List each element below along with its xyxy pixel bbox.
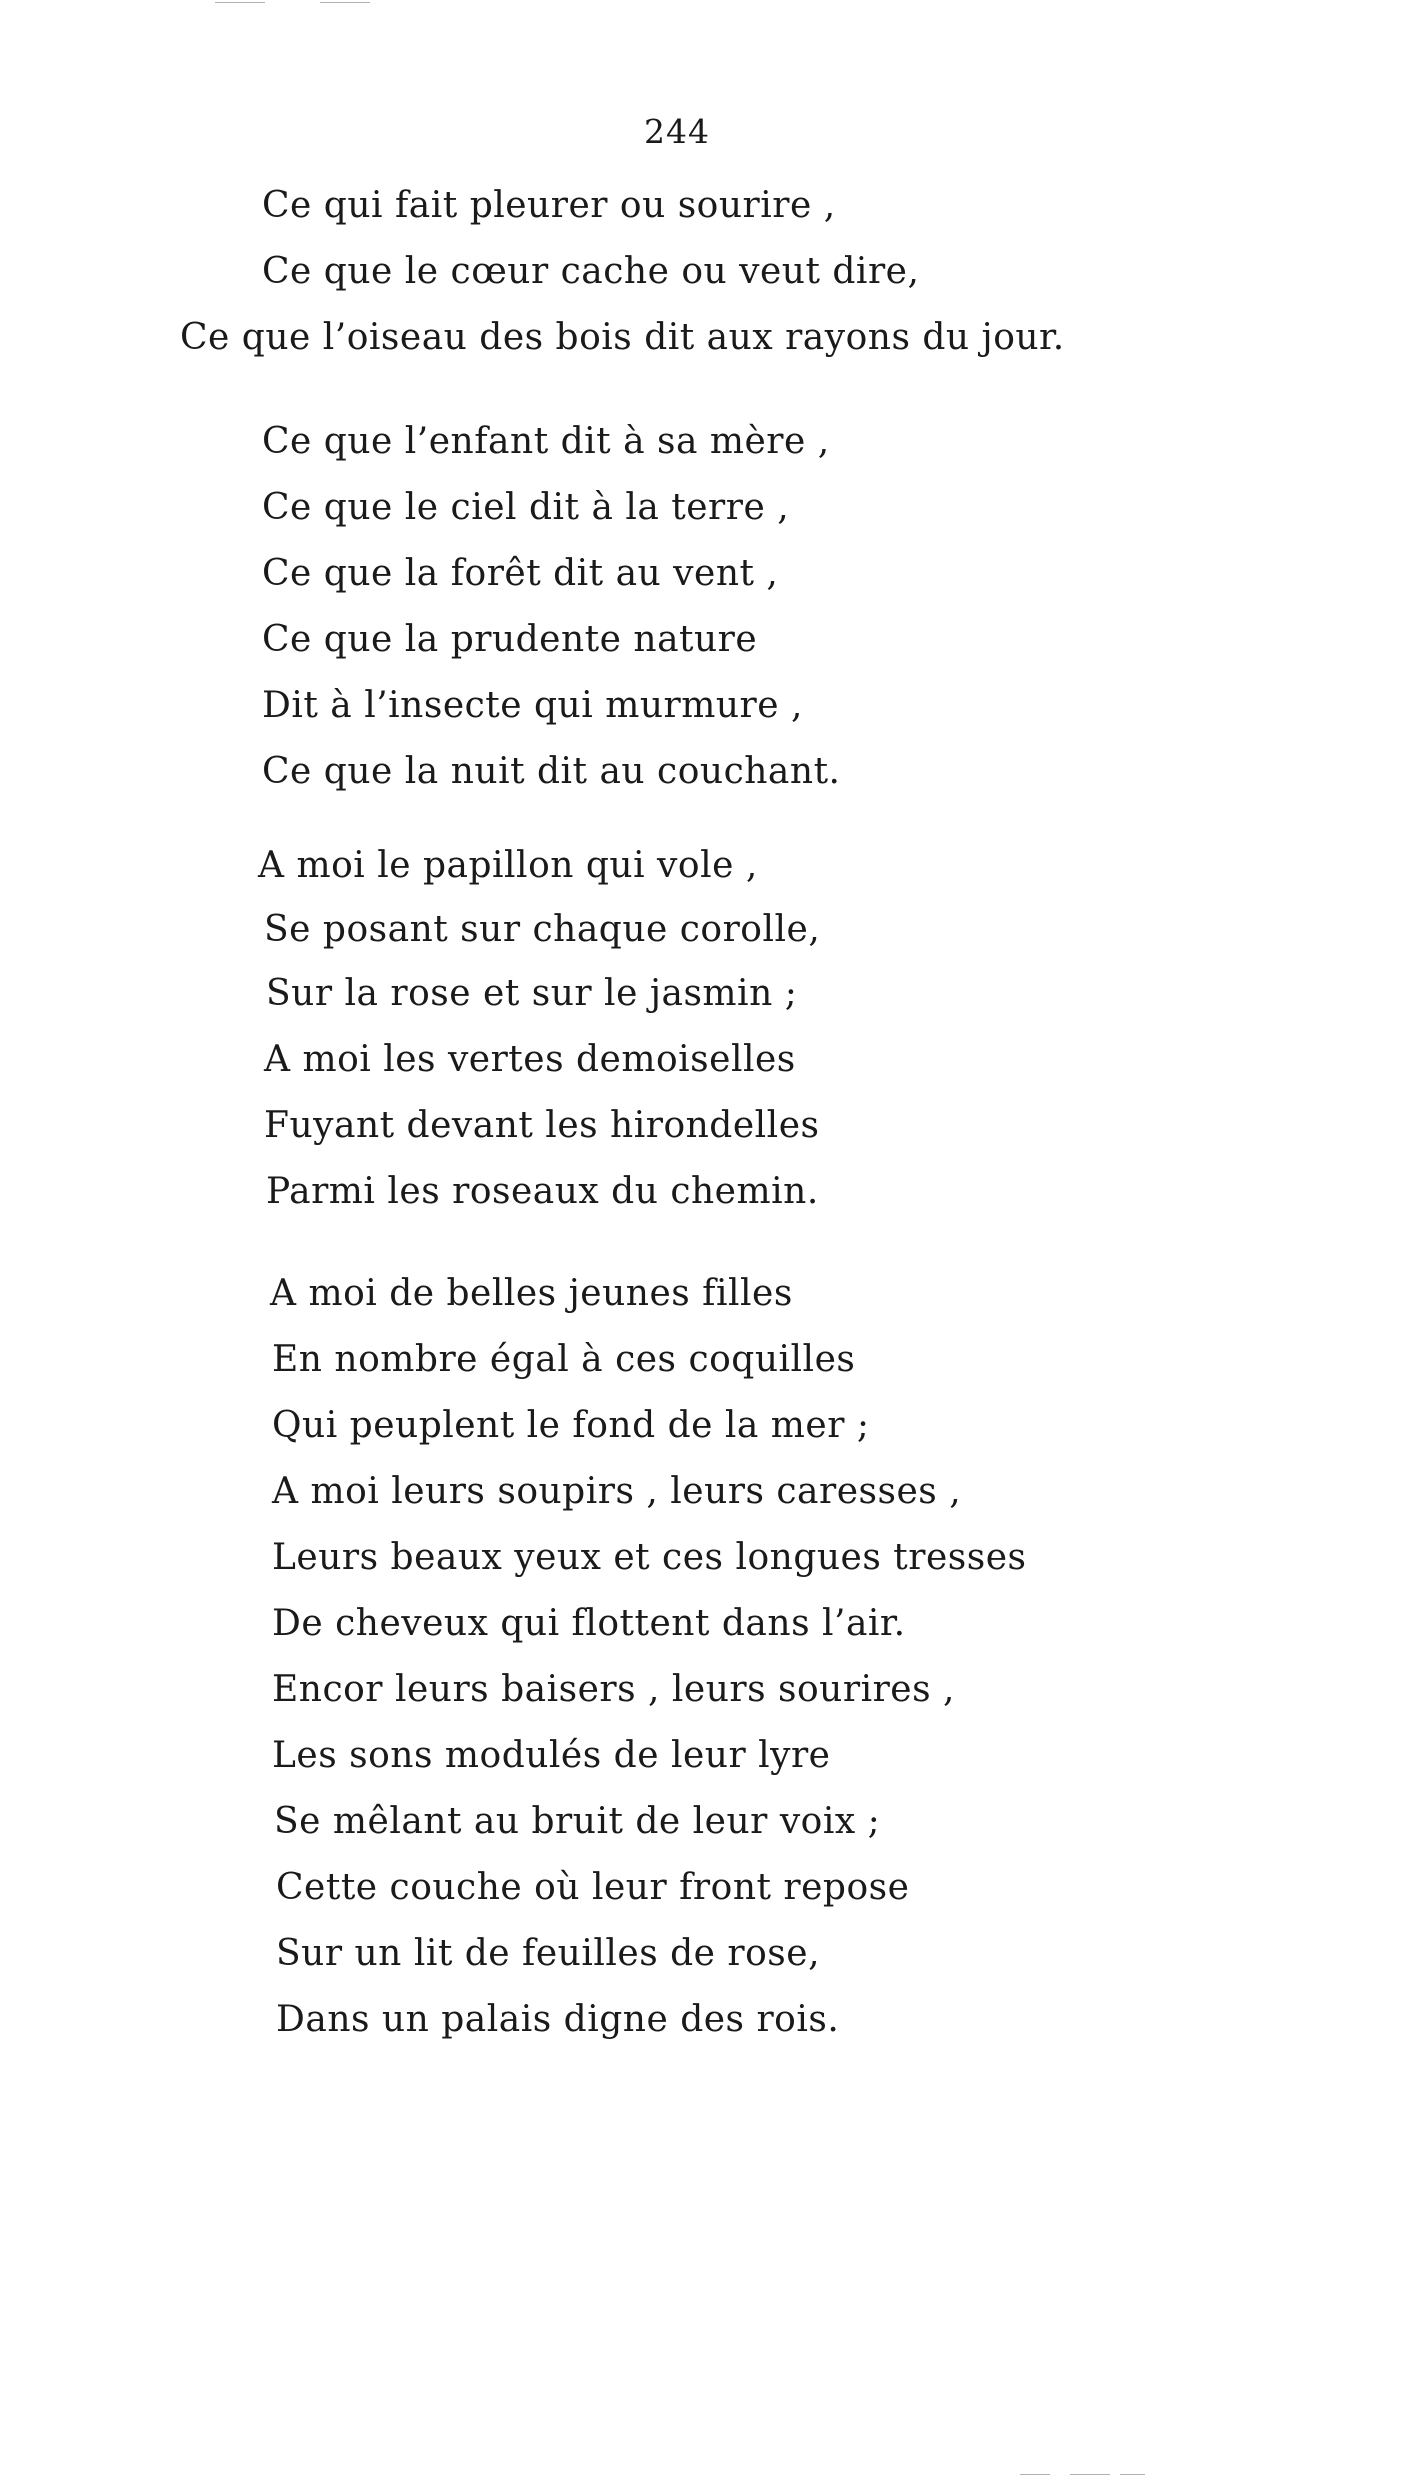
poem-line: Parmi les roseaux du chemin. <box>266 1171 819 1212</box>
poem-line: Dans un palais digne des rois. <box>276 1999 840 2040</box>
poem-line: Ce que la forêt dit au vent , <box>262 553 779 594</box>
poem-line: En nombre égal à ces coquilles <box>272 1339 856 1380</box>
poem-line: Ce que l’oiseau des bois dit aux rayons du jour. <box>180 317 1065 358</box>
scan-mark-top-2 <box>320 2 370 3</box>
scan-mark-top-1 <box>215 2 265 3</box>
poem-line: Ce que l’enfant dit à sa mère , <box>262 421 830 462</box>
poem-line: Leurs beaux yeux et ces longues tresses <box>272 1537 1027 1578</box>
poem-line: Se mêlant au bruit de leur voix ; <box>274 1801 881 1842</box>
poem-line: Se posant sur chaque corolle, <box>264 909 821 950</box>
poem-line: A moi de belles jeunes filles <box>270 1273 793 1314</box>
poem-line: A moi leurs soupirs , leurs caresses , <box>272 1471 962 1512</box>
scan-mark-bottom-3 <box>1120 2474 1145 2475</box>
poem-line: Ce que le ciel dit à la terre , <box>262 487 790 528</box>
poem-line: Encor leurs baisers , leurs sourires , <box>272 1669 955 1710</box>
poem-line: Sur la rose et sur le jasmin ; <box>266 973 798 1014</box>
poem-line: Ce qui fait pleurer ou sourire , <box>262 185 836 226</box>
poem-line: Fuyant devant les hirondelles <box>264 1105 820 1146</box>
scan-mark-bottom-2 <box>1070 2474 1110 2475</box>
poem-line: Les sons modulés de leur lyre <box>272 1735 831 1776</box>
scan-mark-bottom-1 <box>1020 2474 1050 2475</box>
page-number <box>0 112 1414 151</box>
poem-line: Dit à l’insecte qui murmure , <box>262 685 803 726</box>
poem-line: A moi les vertes demoiselles <box>264 1039 796 1080</box>
poem-line: Ce que la nuit dit au couchant. <box>262 751 841 792</box>
page-number-text: 244 <box>644 112 710 151</box>
poem-line: Sur un lit de feuilles de rose, <box>276 1933 821 1974</box>
poem-line: Qui peuplent le fond de la mer ; <box>272 1405 870 1446</box>
poem-line: Cette couche où leur front repose <box>276 1867 910 1908</box>
poem-line: Ce que le cœur cache ou veut dire, <box>262 251 920 292</box>
poem-line: A moi le papillon qui vole , <box>258 845 758 886</box>
poem-line: De cheveux qui flottent dans l’air. <box>272 1603 906 1644</box>
poem-line: Ce que la prudente nature <box>262 619 758 660</box>
